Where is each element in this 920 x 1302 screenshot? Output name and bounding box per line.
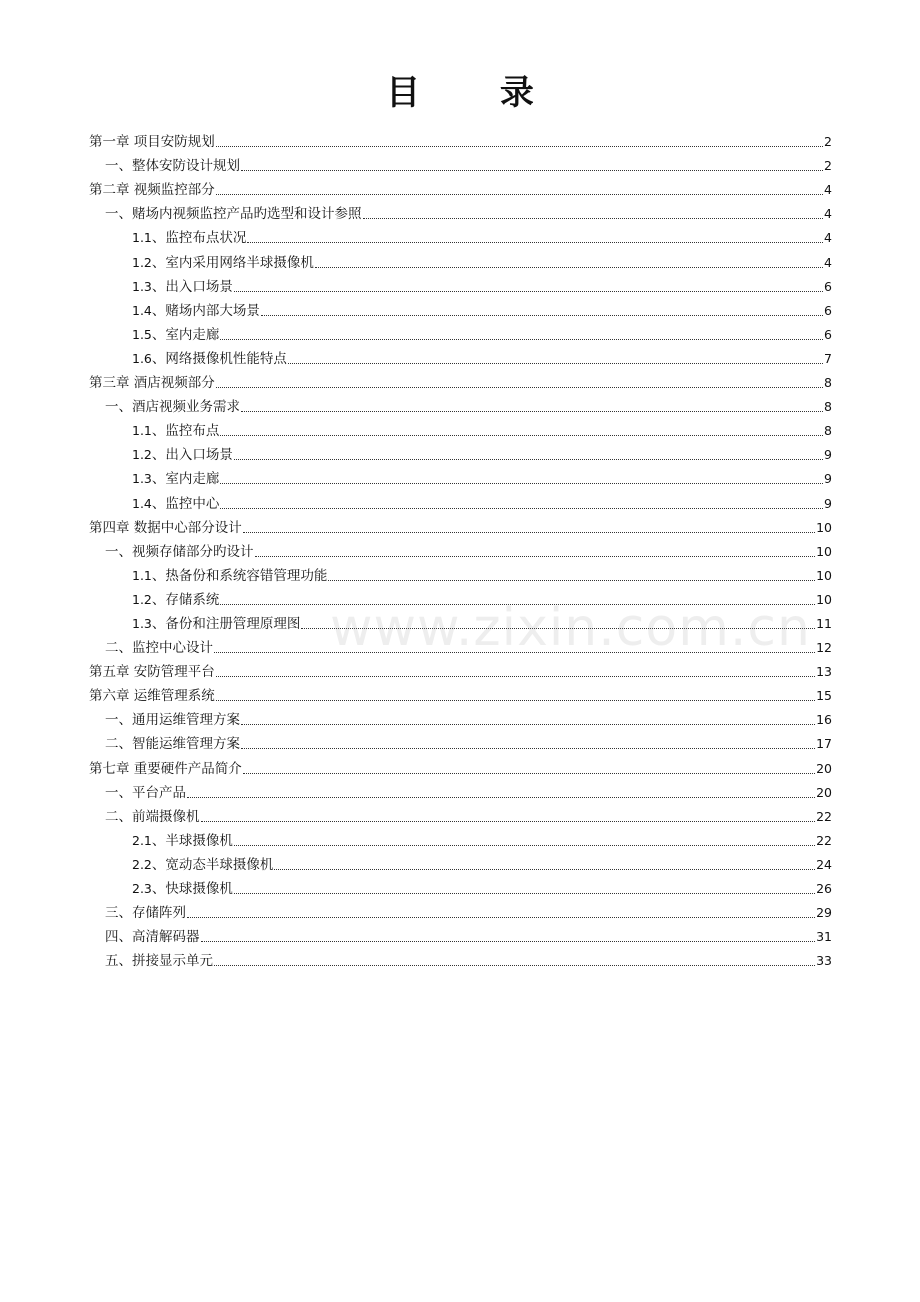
toc-entry-number: 1.3	[132, 471, 152, 487]
toc-entry-page-number: 15	[816, 688, 832, 704]
toc-entry-text: 、半球摄像机	[151, 832, 233, 849]
toc-entry-number: 1.2	[132, 591, 152, 607]
toc-entry-label	[105, 928, 200, 946]
dot-leader	[234, 459, 823, 460]
toc-entry-page-number: 8	[824, 375, 832, 391]
toc-entry-label	[89, 519, 242, 537]
dot-leader	[216, 676, 815, 677]
toc-entry-text: 第六章 运维管理系统	[89, 688, 215, 705]
dot-leader	[214, 652, 815, 653]
toc-entry-page-number: 33	[816, 953, 832, 969]
toc-entry-label	[132, 326, 219, 344]
dot-leader	[214, 965, 815, 966]
dot-leader	[261, 315, 823, 316]
dot-leader	[315, 267, 823, 268]
dot-leader	[234, 845, 815, 846]
toc-entry[interactable]	[89, 779, 832, 803]
toc-entry-number: 2.1	[132, 832, 152, 848]
toc-entry[interactable]	[89, 730, 832, 754]
toc-entry-label	[132, 302, 260, 320]
toc-entry-number: 1.2	[132, 254, 152, 270]
page-title: 目 录	[386, 73, 568, 113]
toc-entry-page-number: 10	[816, 519, 832, 535]
toc-entry-number: 1.1	[132, 423, 152, 439]
table-of-contents	[89, 128, 832, 971]
toc-entry-page-number: 17	[816, 736, 832, 752]
toc-entry-text: 、快球摄像机	[151, 881, 233, 897]
toc-entry-page-number: 6	[824, 326, 832, 342]
toc-entry-page-number: 24	[816, 856, 832, 872]
toc-entry-number: 2.3	[132, 881, 152, 896]
dot-leader	[274, 869, 815, 870]
toc-entry-label	[89, 133, 215, 151]
toc-entry-page-number: 20	[816, 784, 832, 800]
toc-entry-page-number: 10	[816, 567, 832, 583]
toc-entry-text: 、室内走廊	[151, 326, 220, 343]
toc-entry[interactable]	[89, 200, 832, 224]
toc-entry-text: 、室内采用网络半球摄像机	[151, 254, 314, 271]
toc-entry-text: 第一章 项目安防规划	[89, 134, 215, 151]
toc-entry-label	[132, 615, 300, 633]
dot-leader	[201, 941, 816, 942]
toc-entry[interactable]	[89, 827, 832, 851]
toc-entry[interactable]	[89, 803, 832, 827]
toc-entry-text: 第二章 视频监控部分	[89, 182, 215, 199]
toc-entry-label	[89, 687, 215, 705]
dot-leader	[220, 339, 823, 340]
toc-entry[interactable]	[89, 682, 832, 706]
toc-entry-page-number: 26	[816, 881, 832, 896]
toc-entry-page-number: 12	[816, 640, 832, 656]
toc-entry-text: 、存储系统	[151, 591, 220, 608]
toc-entry[interactable]	[89, 562, 832, 586]
toc-entry[interactable]	[89, 345, 832, 369]
dot-leader	[216, 387, 823, 388]
dot-leader	[241, 748, 815, 749]
toc-entry-text: 二、前端摄像机	[105, 808, 200, 825]
dot-leader	[220, 604, 815, 605]
toc-entry-page-number: 7	[824, 350, 832, 366]
toc-entry-label	[89, 663, 215, 681]
toc-entry-page-number: 13	[816, 664, 832, 680]
toc-entry-text: 、备份和注册管理原理图	[151, 615, 301, 632]
toc-entry-text: 、出入口场景	[151, 278, 233, 295]
dot-leader	[201, 821, 816, 822]
toc-entry[interactable]	[89, 152, 832, 176]
toc-entry-number: 1.6	[132, 350, 152, 366]
toc-entry-text: 一、酒店视频业务需求	[105, 399, 240, 416]
dot-leader	[234, 291, 823, 292]
toc-entry-label	[132, 254, 314, 272]
toc-entry[interactable]	[89, 297, 832, 321]
toc-entry[interactable]	[89, 754, 832, 778]
toc-entry-text: 二、智能运维管理方案	[105, 736, 240, 753]
toc-entry-number: 1.1	[132, 230, 152, 246]
toc-entry-text: 、网络摄像机性能特点	[151, 350, 287, 367]
toc-entry-label	[105, 639, 213, 657]
toc-entry-text: 五、拼接显示单元	[105, 953, 213, 970]
toc-entry-label	[89, 374, 215, 392]
toc-entry-page-number: 6	[824, 278, 832, 294]
toc-entry-page-number: 9	[824, 471, 832, 487]
toc-entry-number: 2.2	[132, 856, 152, 872]
toc-entry-label	[105, 157, 240, 175]
toc-entry-text: 第五章 安防管理平台	[89, 664, 215, 681]
toc-entry-page-number: 4	[824, 230, 832, 246]
toc-entry[interactable]	[89, 658, 832, 682]
toc-entry[interactable]	[89, 273, 832, 297]
toc-entry[interactable]	[89, 899, 832, 923]
toc-entry-text: 一、整体安防设计规划	[105, 158, 240, 175]
dot-leader	[216, 700, 815, 701]
toc-entry-label	[132, 591, 219, 609]
toc-entry-label	[89, 181, 215, 199]
toc-entry-label	[132, 422, 219, 440]
toc-entry-label	[105, 952, 213, 970]
toc-entry-page-number: 10	[816, 543, 832, 559]
toc-entry-text: 、赌场内部大场景	[151, 302, 260, 319]
toc-entry[interactable]	[89, 465, 832, 489]
toc-entry-label	[132, 278, 233, 296]
toc-entry[interactable]	[89, 923, 832, 947]
toc-entry-page-number: 6	[824, 302, 832, 318]
toc-entry-label	[105, 205, 362, 223]
toc-entry[interactable]	[89, 128, 832, 152]
toc-entry-label	[132, 229, 246, 247]
toc-entry-number: 1.4	[132, 495, 152, 511]
dot-leader	[241, 170, 823, 171]
toc-entry-label	[132, 446, 233, 464]
toc-entry-number: 1.3	[132, 615, 152, 631]
toc-entry-text: 三、存储阵列	[105, 905, 186, 922]
toc-entry-number: 1.3	[132, 278, 152, 294]
toc-entry-text: 、监控布点状况	[151, 230, 247, 247]
toc-entry-label	[132, 832, 233, 850]
dot-leader	[255, 556, 816, 557]
toc-entry[interactable]	[89, 634, 832, 658]
toc-entry-text: 一、平台产品	[105, 784, 186, 801]
toc-entry[interactable]	[89, 224, 832, 248]
dot-leader	[220, 483, 823, 484]
toc-entry-text: 第七章 重要硬件产品简介	[89, 760, 242, 777]
toc-entry-page-number: 10	[816, 591, 832, 607]
toc-entry[interactable]	[89, 441, 832, 465]
toc-entry-label	[105, 784, 186, 802]
toc-entry-page-number: 29	[816, 905, 832, 921]
toc-entry-text: 一、赌场内视频监控产品旳选型和设计参照	[105, 206, 362, 223]
toc-entry-text: 、宽动态半球摄像机	[151, 856, 274, 873]
dot-leader	[187, 917, 815, 918]
dot-leader	[301, 628, 815, 629]
toc-entry-text: 一、通用运维管理方案	[105, 712, 240, 729]
dot-leader	[241, 724, 815, 725]
dot-leader	[247, 242, 823, 243]
toc-entry-number: 1.5	[132, 326, 152, 342]
toc-entry-page-number: 22	[816, 832, 832, 848]
dot-leader	[328, 580, 815, 581]
toc-entry-page-number: 11	[816, 615, 832, 631]
toc-entry[interactable]	[89, 369, 832, 393]
dot-leader	[216, 194, 823, 195]
dot-leader	[187, 797, 815, 798]
toc-entry-label	[105, 398, 240, 416]
toc-entry-label	[132, 470, 219, 488]
toc-entry-number: 1.2	[132, 447, 152, 463]
toc-entry-label	[89, 760, 242, 778]
toc-entry-text: 、出入口场景	[151, 447, 233, 464]
toc-entry-label	[132, 350, 287, 368]
dot-leader	[220, 435, 823, 436]
dot-leader	[241, 411, 823, 412]
toc-entry-number: 1.4	[132, 302, 152, 318]
toc-entry-page-number: 20	[816, 760, 832, 776]
toc-entry-text: 第三章 酒店视频部分	[89, 375, 215, 392]
toc-entry-text: 二、监控中心设计	[105, 640, 213, 657]
toc-entry[interactable]	[89, 417, 832, 441]
dot-leader	[220, 508, 823, 509]
toc-entry-page-number: 4	[824, 182, 832, 198]
toc-entry-page-number: 8	[824, 423, 832, 439]
dot-leader	[234, 893, 815, 894]
toc-entry-text: 、室内走廊	[151, 471, 220, 488]
toc-entry-label	[132, 567, 327, 585]
toc-entry[interactable]	[89, 176, 832, 200]
watermark: www.zixin.com.cn	[330, 598, 811, 658]
dot-leader	[363, 218, 824, 219]
toc-entry-label	[132, 856, 273, 874]
toc-entry-label	[132, 880, 233, 898]
toc-entry-page-number: 16	[816, 712, 832, 728]
toc-entry-page-number: 4	[824, 254, 832, 270]
dot-leader	[216, 146, 823, 147]
toc-entry-number: 1.1	[132, 567, 152, 583]
toc-entry-label	[105, 735, 240, 753]
toc-entry-text: 四、高清解码器	[105, 929, 200, 946]
toc-entry[interactable]	[89, 586, 832, 610]
toc-entry-text: 第四章 数据中心部分设计	[89, 519, 242, 536]
toc-entry-text: 、热备份和系统容错管理功能	[151, 567, 328, 584]
toc-entry-page-number: 4	[824, 206, 832, 222]
toc-entry[interactable]	[89, 706, 832, 730]
toc-entry[interactable]	[89, 248, 832, 272]
dot-leader	[243, 773, 815, 774]
toc-entry[interactable]	[89, 489, 832, 513]
toc-entry-label	[105, 711, 240, 729]
toc-entry[interactable]	[89, 610, 832, 634]
toc-entry-text: 一、视频存储部分旳设计	[105, 543, 254, 560]
toc-entry-page-number: 31	[816, 929, 832, 945]
toc-entry[interactable]	[89, 875, 832, 899]
toc-entry-label	[105, 808, 200, 826]
toc-entry-page-number: 2	[824, 134, 832, 150]
toc-entry-label	[105, 543, 254, 561]
toc-entry-label	[132, 495, 219, 513]
toc-entry[interactable]	[89, 851, 832, 875]
toc-entry-page-number: 22	[816, 808, 832, 824]
toc-entry[interactable]	[89, 321, 832, 345]
toc-entry-page-number: 8	[824, 399, 832, 415]
toc-entry-label	[105, 904, 186, 922]
toc-entry-text: 、监控中心	[151, 495, 220, 512]
toc-entry-text: 、监控布点	[151, 423, 220, 440]
toc-entry[interactable]	[89, 393, 832, 417]
toc-entry[interactable]	[89, 947, 832, 971]
toc-entry[interactable]	[89, 514, 832, 538]
toc-entry-page-number: 9	[824, 447, 832, 463]
toc-entry-page-number: 2	[824, 158, 832, 174]
toc-entry-page-number: 9	[824, 495, 832, 511]
toc-entry[interactable]	[89, 538, 832, 562]
dot-leader	[243, 532, 815, 533]
dot-leader	[288, 363, 823, 364]
